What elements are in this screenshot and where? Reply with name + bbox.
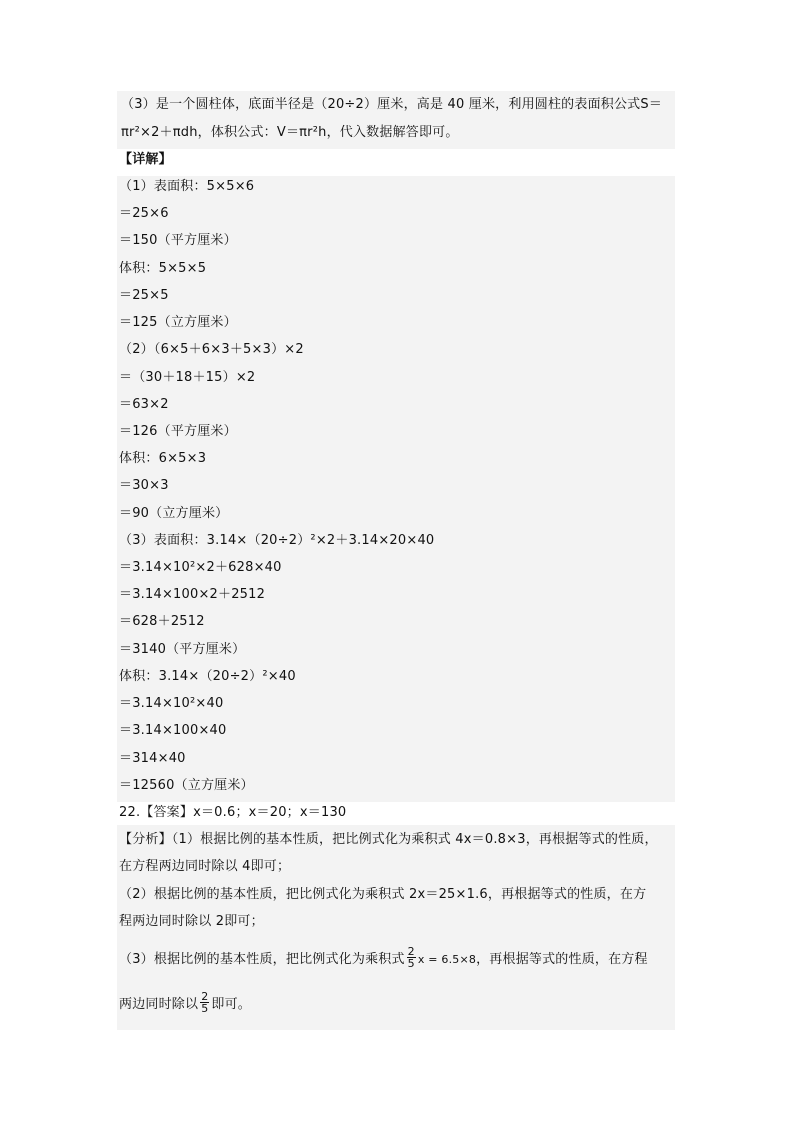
fraction-denominator: 5 [201, 1002, 209, 1015]
question22-analysis-1b: 在方程两边同时除以 4即可； [119, 859, 291, 874]
detail-line: ＝25×5 [119, 288, 169, 303]
fraction-denominator: 5 [407, 957, 415, 970]
analysis-3a-text-pre: （3）根据比例的基本性质，把比例式化为乘积式 [119, 952, 405, 967]
fraction-numerator: 2 [407, 945, 415, 958]
question22-analysis-3b [119, 990, 252, 1016]
detail-line: （2）（6×5＋6×3＋5×3）×2 [119, 342, 304, 357]
detail-line: （1）表面积：5×5×6 [119, 179, 255, 194]
detail-line: 体积：5×5×5 [119, 261, 207, 276]
question22-analysis-3a [119, 945, 648, 971]
question22-answer: 22.【答案】x＝0.6；x＝20；x＝130 [119, 805, 347, 820]
analysis-line-2: πr²×2＋πdh，体积公式：V＝πr²h，代入数据解答即可。 [121, 125, 459, 140]
detail-line: （3）表面积：3.14×（20÷2）²×2＋3.14×20×40 [119, 533, 435, 548]
detail-line: ＝3.14×100×2＋2512 [119, 587, 266, 602]
detail-line: ＝3.14×10²×40 [119, 696, 224, 711]
detail-line: ＝30×3 [119, 478, 169, 493]
detail-line: 体积：3.14×（20÷2）²×40 [119, 669, 296, 684]
fraction-two-fifths [200, 991, 209, 1014]
question22-analysis-2a: （2）根据比例的基本性质，把比例式化为乘积式 2x＝25×1.6，再根据等式的性质，在方 [119, 887, 647, 902]
analysis-3a-text-post: ，再根据等式的性质，在方程 [476, 952, 648, 967]
detail-line: ＝126（平方厘米） [119, 424, 237, 439]
detail-line: ＝628＋2512 [119, 614, 205, 629]
detail-line: ＝90（立方厘米） [119, 506, 229, 521]
analysis-3b-text-pre: 两边同时除以 [119, 997, 199, 1012]
detail-line: ＝150（平方厘米） [119, 233, 237, 248]
detail-line: ＝63×2 [119, 397, 169, 412]
detail-line: ＝3.14×100×40 [119, 723, 227, 738]
detail-line: ＝314×40 [119, 751, 186, 766]
detail-line: ＝3140（平方厘米） [119, 642, 246, 657]
analysis-3b-text-post: 即可。 [211, 997, 252, 1012]
detail-heading: 【详解】 [119, 152, 172, 167]
question22-analysis-1a: 【分析】（1）根据比例的基本性质，把比例式化为乘积式 4x＝0.8×3，再根据等式的性质， [119, 832, 658, 847]
fraction-numerator: 2 [201, 990, 209, 1003]
detail-line: ＝125（立方厘米） [119, 315, 237, 330]
question22-analysis-2b: 程两边同时除以 2即可； [119, 914, 264, 929]
detail-line: ＝25×6 [119, 206, 169, 221]
fraction-two-fifths [407, 946, 416, 969]
detail-line: ＝12560（立方厘米） [119, 778, 254, 793]
analysis-line-1: （3）是一个圆柱体，底面半径是（20÷2）厘米，高是 40 厘米，利用圆柱的表面积公式S＝ [121, 97, 663, 112]
detail-line: 体积：6×5×3 [119, 451, 207, 466]
detail-line: ＝（30＋18＋15）×2 [119, 370, 256, 385]
analysis-3a-expression: x = 6.5×8 [417, 952, 477, 966]
detail-line: ＝3.14×10²×2＋628×40 [119, 560, 282, 575]
